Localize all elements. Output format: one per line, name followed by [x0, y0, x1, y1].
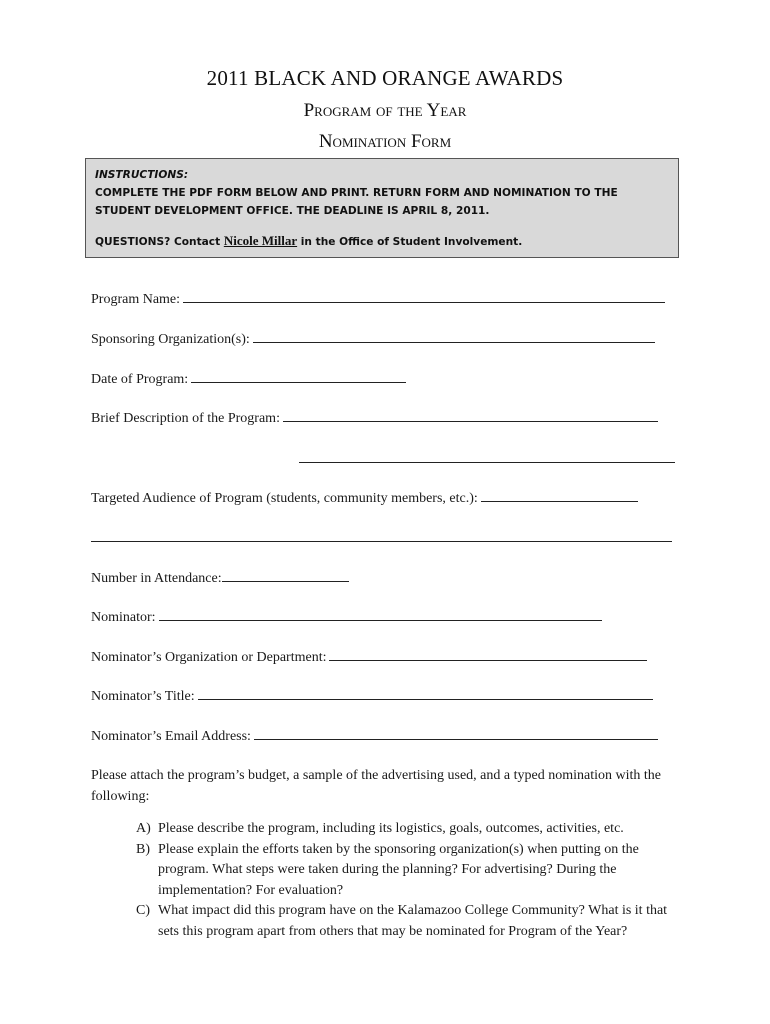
targeted-audience-field[interactable]	[481, 488, 638, 502]
sponsoring-org-field[interactable]	[253, 329, 655, 343]
nominator-email-label: Nominator’s Email Address:	[91, 729, 251, 744]
list-item	[136, 901, 686, 942]
instructions-heading: INSTRUCTIONS:	[95, 169, 189, 181]
sponsoring-org-row	[91, 329, 655, 349]
list-item	[136, 819, 686, 840]
nomination-questions-list	[136, 819, 686, 942]
nominator-email-field[interactable]	[254, 726, 658, 740]
instructions-box	[85, 158, 679, 258]
program-name-row	[91, 289, 665, 309]
questions-line	[95, 232, 669, 251]
list-item-text: Please describe the program, including its logistics, goals, outcomes, activities, etc.	[158, 821, 624, 836]
targeted-audience-row	[91, 488, 638, 508]
date-of-program-label: Date of Program:	[91, 372, 189, 387]
nominator-label: Nominator:	[91, 610, 156, 625]
number-attendance-field[interactable]	[222, 568, 349, 582]
nominator-title-field[interactable]	[198, 686, 653, 700]
list-item-text: Please explain the efforts taken by the sponsoring organization(s) when putting on the program. What steps were taken during the planning? For advertising? During the implementation? For evaluation?	[158, 841, 639, 898]
contact-name-link[interactable]: Nicole Millar	[223, 233, 298, 248]
number-attendance-row	[91, 568, 349, 588]
nominator-field[interactable]	[159, 607, 602, 621]
form-title: 2011 BLACK AND ORANGE AWARDS	[206, 66, 564, 90]
attach-instructions: Please attach the program’s budget, a sample of the advertising used, and a typed nomination with the following:	[91, 768, 661, 804]
brief-description-label: Brief Description of the Program:	[91, 411, 280, 426]
list-marker: B)	[136, 841, 150, 857]
targeted-audience-label: Targeted Audience of Program (students, community members, etc.):	[91, 491, 478, 506]
targeted-audience-continuation-line[interactable]	[91, 541, 672, 542]
form-subtitle-nomination: Nomination Form	[318, 131, 452, 152]
nominator-row	[91, 607, 602, 627]
program-name-label: Program Name:	[91, 292, 181, 307]
date-of-program-field[interactable]	[191, 369, 406, 383]
questions-suffix: in the Office of Student Involvement.	[297, 236, 523, 248]
brief-description-field[interactable]	[283, 408, 658, 422]
nominator-org-field[interactable]	[329, 647, 647, 661]
sponsoring-org-label: Sponsoring Organization(s):	[91, 332, 250, 347]
questions-prefix: QUESTIONS? Contact	[95, 236, 224, 248]
list-marker: A)	[136, 821, 151, 836]
nominator-title-label: Nominator’s Title:	[91, 689, 195, 704]
nominator-org-label: Nominator’s Organization or Department:	[91, 650, 327, 665]
program-name-field[interactable]	[183, 289, 665, 303]
list-marker: C)	[136, 903, 150, 918]
brief-description-continuation-line[interactable]	[299, 462, 675, 463]
date-of-program-row	[91, 369, 406, 389]
brief-description-row	[91, 408, 658, 428]
nominator-title-row	[91, 686, 653, 706]
list-item-text: What impact did this program have on the Kalamazoo College Community? What is it that sets this program apart from others that may be nominated for Program of the Year?	[158, 903, 668, 939]
nominator-email-row	[91, 726, 658, 746]
instructions-body: COMPLETE THE PDF FORM BELOW AND PRINT. RETURN FORM AND NOMINATION TO THE STUDENT DEVELOPMENT OFFICE. THE DEADLINE IS APRIL 8, 2011.	[95, 187, 618, 217]
form-subtitle-program: Program of the Year	[303, 100, 467, 121]
list-item	[136, 840, 686, 902]
number-attendance-label: Number in Attendance:	[91, 571, 222, 586]
nominator-org-row	[91, 647, 647, 667]
